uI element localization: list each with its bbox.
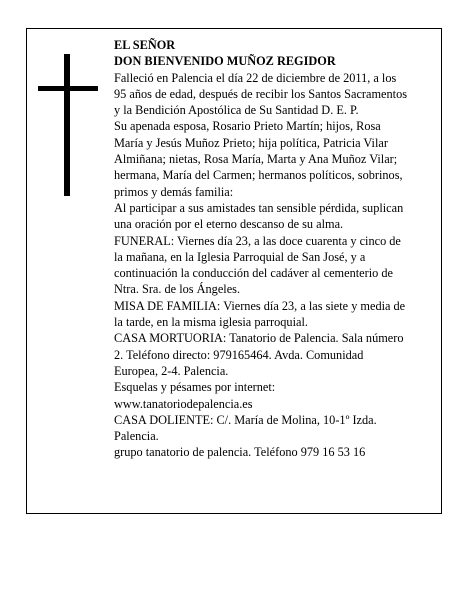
funeral-home-info: CASA MORTUORIA: Tanatorio de Palencia. Sala número 2. Teléfono directo: 979165464. Avda. Comunidad Europea, 2-4. Palencia.	[114, 331, 404, 378]
funeral-info: FUNERAL: Viernes día 23, a las doce cuarenta y cinco de la mañana, en la Iglesia Parroquial de San José, y a continuación la conducción del cadáver al cementerio de Ntra. Sra. de los Ángeles.	[114, 233, 401, 297]
family-list: Su apenada esposa, Rosario Prieto Martín; hijos, Rosa María y Jesús Muñoz Prieto; hija política, Patricia Vilar Almiñana; nietas, Rosa María, Marta y Ana Muñoz Vilar; hermana, María del Carmen; hermanos políticos, sobrinos, primos y demás familia:	[114, 119, 403, 199]
online-condolences: Esquelas y pésames por internet: www.tanatoriodepalencia.es	[114, 380, 276, 411]
cross-vertical-bar	[64, 54, 70, 196]
obituary-text	[114, 37, 408, 461]
deceased-name: DON BIENVENIDO MUÑOZ REGIDOR	[114, 54, 336, 69]
prayer-request: Al participar a sus amistades tan sensible pérdida, suplican una oración por el eterno descanso de su alma.	[114, 200, 404, 232]
cross-horizontal-bar	[38, 86, 98, 91]
family-home-info: CASA DOLIENTE: C/. María de Molina, 10-1º Izda. Palencia.	[114, 412, 377, 444]
death-announcement: Falleció en Palencia el día 22 de diciembre de 2011, a los 95 años de edad, después de recibir los Santos Sacramentos y la Bendición Apostólica de Su Santidad D. E. P.	[114, 70, 407, 118]
family-mass-info: MISA DE FAMILIA: Viernes día 23, a las siete y media de la tarde, en la misma iglesia parroquial.	[114, 298, 406, 330]
cross-icon	[38, 54, 98, 196]
provider-contact: grupo tanatorio de palencia. Teléfono 979 16 53 16	[114, 445, 366, 460]
deceased-title: EL SEÑOR	[114, 38, 176, 52]
